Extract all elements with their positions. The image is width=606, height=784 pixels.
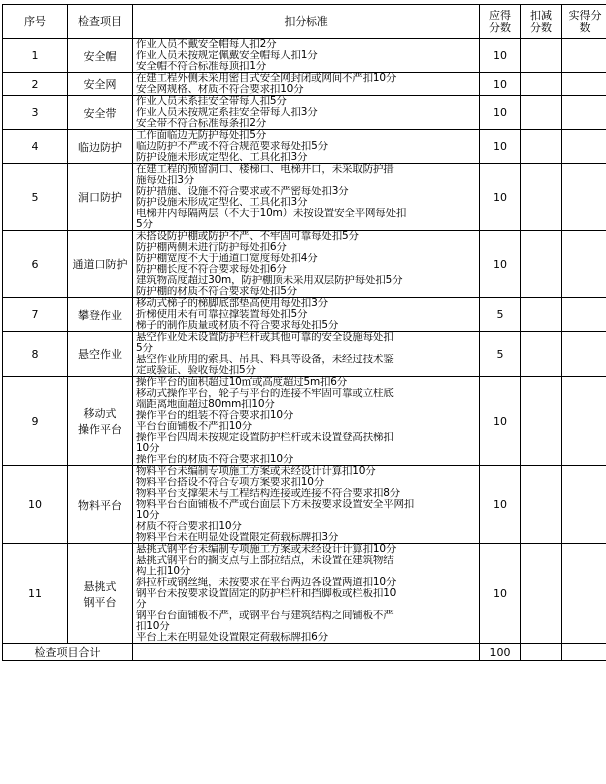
table-row xyxy=(3,96,606,130)
row-standard xyxy=(133,164,480,231)
row-standard xyxy=(133,298,480,332)
row-item-line: 操作平台 xyxy=(78,423,122,436)
row-standard xyxy=(133,39,480,73)
standard-line: 施每处扣3分 xyxy=(136,175,194,186)
row-item xyxy=(68,96,133,130)
standard-line: 悬空作业处未设置防护栏杆或其他可靠的安全设施每处扣 xyxy=(136,332,394,343)
row-deducted-score[interactable] xyxy=(521,96,562,130)
standard-line: 操作平台的材质不符合要求扣10分 xyxy=(136,454,294,465)
row-full-score: 10 xyxy=(480,73,521,96)
row-item-line: 物料平台 xyxy=(78,498,122,512)
standard-line: 防护设施未形成定型化、工具化扣3分 xyxy=(136,197,308,208)
standard-line: 安全网规格、材质不符合要求扣10分 xyxy=(136,84,304,95)
standard-line: 操作平台的组装不符合要求扣10分 xyxy=(136,410,294,421)
row-item xyxy=(68,298,133,332)
standard-line: 防护棚两侧未进行防护每处扣6分 xyxy=(136,242,287,253)
total-score: 100 xyxy=(480,644,521,661)
table-body xyxy=(3,39,606,644)
row-actual-score[interactable] xyxy=(562,466,606,544)
standard-line: 物料平台未在明显处设置限定荷载标牌扣3分 xyxy=(136,532,339,543)
standard-line: 构上扣10分 xyxy=(136,566,191,577)
total-label: 检查项目合计 xyxy=(3,644,133,661)
standard-line: 操作平台四周未按规定设置防护栏杆或未设置登高扶梯扣 xyxy=(136,432,394,443)
row-standard xyxy=(133,73,480,96)
row-standard xyxy=(133,466,480,544)
header-row xyxy=(3,5,606,39)
row-deducted-score[interactable] xyxy=(521,130,562,164)
standard-line: 端距离地面超过80mm扣10分 xyxy=(136,399,275,410)
row-item-line: 安全带 xyxy=(83,106,117,120)
standard-line: 梯子的制作质量或材质不符合要求每处扣5分 xyxy=(136,320,339,331)
row-standard xyxy=(133,332,480,377)
standard-line: 钢平台台面铺板不严，或钢平台与建筑结构之间铺板不严 xyxy=(136,610,394,621)
row-item xyxy=(68,130,133,164)
standard-line: 5分 xyxy=(136,219,153,230)
row-item-line: 洞口防护 xyxy=(78,191,122,204)
row-number: 5 xyxy=(3,164,68,231)
row-full-score: 10 xyxy=(480,466,521,544)
row-item xyxy=(68,377,133,466)
standard-line: 建筑物高度超过30m，防护棚顶未采用双层防护每处扣5分 xyxy=(136,275,403,286)
standard-line: 扣10分 xyxy=(136,621,170,632)
row-number: 1 xyxy=(3,39,68,73)
row-full-score: 10 xyxy=(480,164,521,231)
header-actual-line2: 数 xyxy=(579,21,591,34)
standard-line: 作业人员未按规定佩戴安全帽每人扣1分 xyxy=(136,50,318,61)
row-item xyxy=(68,231,133,298)
row-deducted-score[interactable] xyxy=(521,466,562,544)
row-deducted-score[interactable] xyxy=(521,231,562,298)
standard-line: 10分 xyxy=(136,443,160,454)
standard-line: 安全帽不符合标准每顶扣1分 xyxy=(136,61,267,72)
header-full-score xyxy=(480,5,521,39)
row-item-line: 悬空作业 xyxy=(78,348,122,361)
inspection-sheet xyxy=(2,4,606,661)
header-deducted xyxy=(521,5,562,39)
standard-line: 防护措施、设施不符合要求或不严密每处扣3分 xyxy=(136,186,349,197)
header-deducted-line1: 扣减 xyxy=(530,9,552,22)
standard-line: 斜拉杆或钢丝绳，未按要求在平台两边各设置两道扣10分 xyxy=(136,577,397,588)
table-row xyxy=(3,164,606,231)
standard-line: 未搭设防护棚或防护不严、不牢固可靠每处扣5分 xyxy=(136,231,359,242)
row-number: 9 xyxy=(3,377,68,466)
row-standard xyxy=(133,544,480,644)
row-number: 7 xyxy=(3,298,68,332)
standard-line: 物料平台未编制专项施工方案或未经设计计算扣10分 xyxy=(136,466,376,477)
row-full-score: 10 xyxy=(480,231,521,298)
total-deducted-empty[interactable] xyxy=(521,644,562,661)
standard-line: 分 xyxy=(136,599,147,610)
row-actual-score[interactable] xyxy=(562,73,606,96)
row-item xyxy=(68,73,133,96)
row-standard xyxy=(133,231,480,298)
header-full-score-line1: 应得 xyxy=(489,9,511,22)
row-number: 2 xyxy=(3,73,68,96)
row-standard xyxy=(133,130,480,164)
row-deducted-score[interactable] xyxy=(521,544,562,644)
standard-line: 作业人员未系挂安全带每人扣5分 xyxy=(136,96,287,107)
row-full-score: 10 xyxy=(480,544,521,644)
standard-line: 定或验证、验收每处扣5分 xyxy=(136,365,256,376)
row-item xyxy=(68,466,133,544)
standard-line: 10分 xyxy=(136,510,160,521)
row-item-line: 移动式 xyxy=(83,407,117,420)
table-row xyxy=(3,73,606,96)
row-actual-score[interactable] xyxy=(562,544,606,644)
row-number: 3 xyxy=(3,96,68,130)
row-actual-score[interactable] xyxy=(562,231,606,298)
standard-line: 悬挑式钢平台的搁支点与上部拉结点，未设置在建筑物结 xyxy=(136,555,394,566)
row-full-score: 5 xyxy=(480,298,521,332)
row-item xyxy=(68,164,133,231)
table-row xyxy=(3,466,606,544)
row-actual-score[interactable] xyxy=(562,298,606,332)
row-deducted-score[interactable] xyxy=(521,164,562,231)
table-row xyxy=(3,130,606,164)
standard-line: 物料平台支撑架未与工程结构连接或连接不符合要求扣8分 xyxy=(136,488,400,499)
table-row xyxy=(3,544,606,644)
row-item xyxy=(68,544,133,644)
row-item-line: 临边防护 xyxy=(78,140,122,154)
standard-line: 平台台面铺板不严扣10分 xyxy=(136,421,252,432)
row-number: 8 xyxy=(3,332,68,377)
standard-line: 悬空作业所用的索具、吊具、料具等设备，未经过技术鉴 xyxy=(136,354,394,365)
table-row xyxy=(3,332,606,377)
row-actual-score[interactable] xyxy=(562,377,606,466)
row-actual-score[interactable] xyxy=(562,130,606,164)
standard-line: 物料平台台面铺板不严或台面层下方未按要求设置安全平网扣 xyxy=(136,499,415,510)
row-actual-score[interactable] xyxy=(562,39,606,73)
standard-line: 移动式操作平台，轮子与平台的连接不牢固可靠或立柱底 xyxy=(136,388,394,399)
row-item-line: 攀登作业 xyxy=(78,308,122,322)
table-row xyxy=(3,231,606,298)
standard-line: 防护棚宽度不大于通道口宽度每处扣4分 xyxy=(136,253,318,264)
standard-line: 工作面临边无防护每处扣5分 xyxy=(136,130,267,141)
row-standard xyxy=(133,96,480,130)
row-deducted-score[interactable] xyxy=(521,39,562,73)
standard-line: 平台上未在明显处设置限定荷载标牌扣6分 xyxy=(136,632,328,643)
standard-line: 钢平台未按要求设置固定的防护栏杆和挡脚板或栏板扣10 xyxy=(136,588,397,599)
standard-line: 在建工程的预留洞口、楼梯口、电梯井口，未采取防护措 xyxy=(136,164,394,175)
standard-line: 临边防护不严或不符合规范要求每处扣5分 xyxy=(136,141,328,152)
table-row xyxy=(3,298,606,332)
table-row xyxy=(3,377,606,466)
header-actual xyxy=(562,5,606,39)
total-standard-empty xyxy=(133,644,480,661)
total-row xyxy=(3,644,606,661)
row-deducted-score[interactable] xyxy=(521,377,562,466)
total-actual-empty[interactable] xyxy=(562,644,606,661)
header-standard: 扣分标准 xyxy=(133,5,480,39)
row-actual-score[interactable] xyxy=(562,332,606,377)
header-no: 序号 xyxy=(3,5,68,39)
row-full-score: 10 xyxy=(480,96,521,130)
standard-line: 防护设施未形成定型化、工具化扣3分 xyxy=(136,152,308,163)
row-actual-score[interactable] xyxy=(562,164,606,231)
standard-line: 防护棚的材质不符合要求每处扣5分 xyxy=(136,286,297,297)
table-row xyxy=(3,39,606,73)
row-item xyxy=(68,39,133,73)
row-actual-score[interactable] xyxy=(562,96,606,130)
row-item-line: 通道口防护 xyxy=(72,258,128,271)
standard-line: 在建工程外侧未采用密目式安全网封闭或网间不严扣10分 xyxy=(136,73,397,84)
row-full-score: 5 xyxy=(480,332,521,377)
standard-line: 操作平台的面积超过10㎡或高度超过5m扣6分 xyxy=(136,377,348,388)
standard-line: 防护棚长度不符合要求每处扣6分 xyxy=(136,264,287,275)
row-full-score: 10 xyxy=(480,377,521,466)
row-item xyxy=(68,332,133,377)
inspection-table xyxy=(2,4,606,661)
standard-line: 安全带不符合标准每条扣2分 xyxy=(136,118,267,129)
row-deducted-score[interactable] xyxy=(521,332,562,377)
row-item-line: 安全帽 xyxy=(83,49,117,63)
row-item-line: 安全网 xyxy=(83,78,117,91)
row-deducted-score[interactable] xyxy=(521,73,562,96)
row-number: 11 xyxy=(3,544,68,644)
standard-line: 悬挑式钢平台未编制专项施工方案或未经设计计算扣10分 xyxy=(136,544,397,555)
standard-line: 移动式梯子的梯脚底部垫高使用每处扣3分 xyxy=(136,298,328,309)
row-deducted-score[interactable] xyxy=(521,298,562,332)
row-item-line: 钢平台 xyxy=(83,595,117,609)
standard-line: 物料平台搭设不符合专项方案要求扣10分 xyxy=(136,477,325,488)
row-item-line: 悬挑式 xyxy=(83,579,117,593)
row-full-score: 10 xyxy=(480,130,521,164)
header-actual-line1: 实得分 xyxy=(568,9,602,22)
row-number: 4 xyxy=(3,130,68,164)
standard-line: 作业人员不戴安全帽每人扣2分 xyxy=(136,39,277,50)
standard-line: 作业人员未按规定系挂安全带每人扣3分 xyxy=(136,107,318,118)
row-number: 6 xyxy=(3,231,68,298)
row-number: 10 xyxy=(3,466,68,544)
row-full-score: 10 xyxy=(480,39,521,73)
header-full-score-line2: 分数 xyxy=(489,21,511,34)
header-deducted-line2: 分数 xyxy=(530,21,552,34)
standard-line: 电梯井内每隔两层（不大于10m）未按设置安全平网每处扣 xyxy=(136,208,407,219)
row-standard xyxy=(133,377,480,466)
standard-line: 材质不符合要求扣10分 xyxy=(136,521,242,532)
standard-line: 折梯使用未有可靠拉撑装置每处扣5分 xyxy=(136,309,308,320)
standard-line: 5分 xyxy=(136,343,153,354)
header-item: 检查项目 xyxy=(68,5,133,39)
